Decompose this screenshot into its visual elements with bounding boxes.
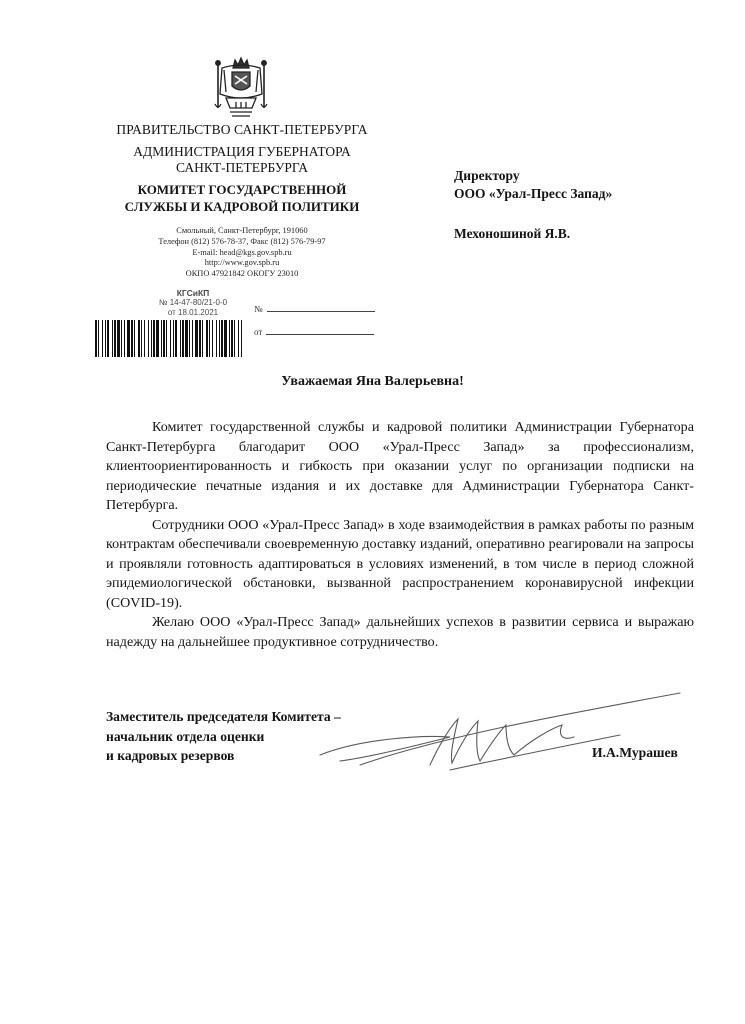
administration-line: АДМИНИСТРАЦИЯ ГУБЕРНАТОРА	[133, 144, 351, 159]
body-paragraph: Сотрудники ООО «Урал-Пресс Запад» в ходе взаимодействия в рамках работы по разным контрактам обеспечивали своевременную доставку изданий, оперативно реагировали на запросы и проявляли готовность адаптироваться в условиях изменений, в том числе в период сложной эпидемиологической обстановки, вызванной распространением коронавирусной инфекции (COVID-19).	[106, 516, 694, 611]
letter-body	[106, 418, 694, 652]
body-paragraph: Комитет государственной службы и кадровой политики Администрации Губернатора Санкт-Петербурга благодарит ООО «Урал-Пресс Запад» за профессионализм, клиентоориентированность и гибкость при оказании услуг по организации подписки на периодические печатные издания и их доставке для Администрации Губернатора Санкт-Петербурга.	[106, 419, 694, 513]
administration-name	[92, 144, 392, 176]
registration-date: от 18.01.2021	[167, 308, 219, 317]
barcode-icon	[94, 320, 244, 357]
addressee-line: Директору	[454, 168, 520, 183]
outgoing-number-field	[254, 302, 375, 314]
signatory-name: И.А.Мурашев	[592, 745, 678, 760]
contact-address: Смольный, Санкт-Петербург, 191060	[176, 226, 308, 235]
outgoing-date-field	[254, 325, 374, 337]
handwritten-signature	[300, 675, 720, 785]
signatory-title-line: начальник отдела оценки	[106, 728, 265, 744]
body-paragraph: Желаю ООО «Урал-Пресс Запад» дальнейших успехов в развитии сервиса и выражаю надежду на дальнейшее продуктивное сотрудничество.	[106, 614, 694, 650]
signatory-title	[106, 707, 341, 766]
administration-line: САНКТ-ПЕТЕРБУРГА	[175, 160, 308, 175]
committee-name	[92, 181, 392, 215]
registration-number: № 14-47-80/21-0-0	[158, 298, 228, 307]
addressee-position	[454, 167, 612, 203]
signatory-title-line: Заместитель председателя Комитета –	[106, 709, 341, 724]
outgoing-number-label: №	[254, 304, 263, 314]
contact-codes: ОКПО 47921842 ОКОГУ 23010	[185, 269, 299, 279]
registration-stamp	[148, 288, 238, 318]
contact-email: E-mail: head@kgs.gov.spb.ru	[192, 247, 292, 257]
coat-of-arms-icon	[212, 54, 270, 120]
salutation: Уважаемая Яна Валерьевна!	[281, 374, 464, 389]
committee-contacts	[92, 226, 392, 280]
addressee-name: Мехоношиной Я.В.	[454, 226, 571, 241]
government-name: ПРАВИТЕЛЬСТВО САНКТ-ПЕТЕРБУРГА	[116, 122, 368, 137]
contact-website: http://www.gov.spb.ru	[204, 258, 280, 268]
outgoing-date-label: от	[254, 327, 263, 337]
committee-line: КОМИТЕТ ГОСУДАРСТВЕННОЙ	[137, 182, 347, 197]
contact-phone: Телефон (812) 576-78-37, Факс (812) 576-79-97	[158, 236, 326, 246]
committee-line: СЛУЖБЫ И КАДРОВОЙ ПОЛИТИКИ	[124, 199, 360, 214]
registration-org: КГСиКП	[176, 288, 210, 298]
addressee-line: ООО «Урал-Пресс Запад»	[454, 186, 613, 201]
signatory-title-line: и кадровых резервов	[106, 748, 235, 763]
